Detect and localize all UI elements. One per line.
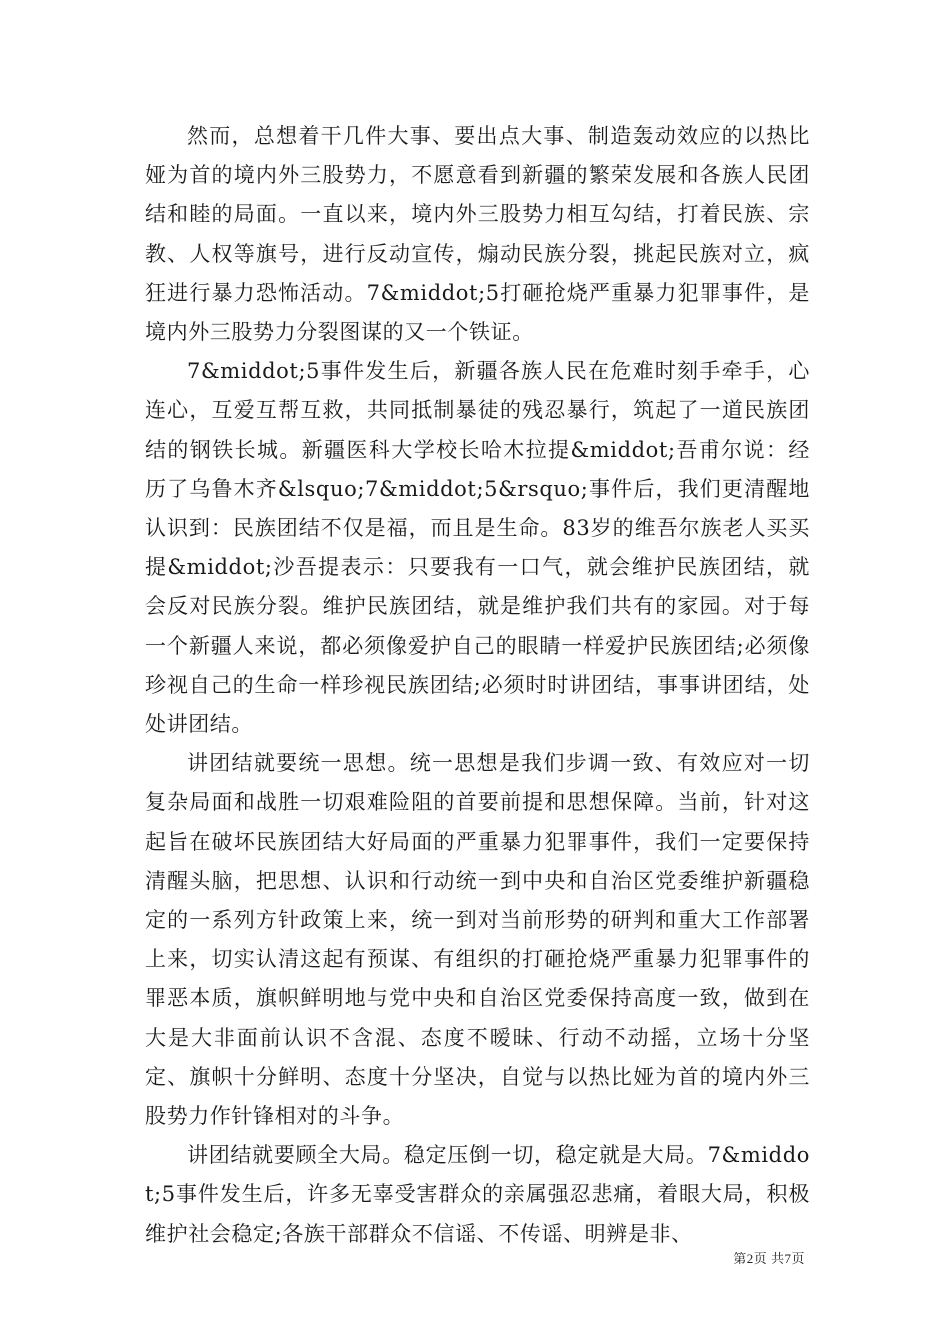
paragraph-1: 然而，总想着干几件大事、要出点大事、制造轰动效应的以热比娅为首的境内外三股势力，不愿意看到新疆的繁荣发展和各族人民团结和睦的局面。一直以来，境内外三股势力相互勾结，打着民族、宗教、人权等旗号，进行反动宣传，煽动民族分裂，挑起民族对立，疯狂进行暴力恐怖活动。7&middot;5打砸抢烧严重暴力犯罪事件，是境内外三股势力分裂图谋的又一个铁证。 [145, 124, 810, 345]
paragraph-2: 7&middot;5事件发生后，新疆各族人民在危难时刻手牵手，心连心，互爱互帮互救，共同抵制暴徒的残忍暴行，筑起了一道民族团结的钢铁长城。新疆医科大学校长哈木拉提&middot;吾甫尔说：经历了乌鲁木齐&lsquo;7&middot;5&rsquo;事件后，我们更清醒地认识到：民族团结不仅是福，而且是生命。83岁的维吾尔族老人买买提&middot;沙吾提表示：只要我有一口气，就会维护民族团结，就会反对民族分裂。维护民族团结，就是维护我们共有的家园。对于每一个新疆人来说，都必须像爱护自己的眼睛一样爱护民族团结;必须像珍视自己的生命一样珍视民族团结;必须时时讲团结，事事讲团结，处处讲团结。 [145, 359, 810, 737]
page-number: 第2页 共7页 [733, 1251, 805, 1266]
paragraph-4: 讲团结就要顾全大局。稳定压倒一切，稳定就是大局。7&middot;5事件发生后，许多无辜受害群众的亲属强忍悲痛，着眼大局，积极维护社会稳定;各族干部群众不信谣、不传谣、明辨是非、 [145, 1143, 810, 1246]
paragraph-3: 讲团结就要统一思想。统一思想是我们步调一致、有效应对一切复杂局面和战胜一切艰难险阻的首要前提和思想保障。当前，针对这起旨在破坏民族团结大好局面的严重暴力犯罪事件，我们一定要保持清醒头脑，把思想、认识和行动统一到中央和自治区党委维护新疆稳定的一系列方针政策上来，统一到对当前形势的研判和重大工作部署上来，切实认清这起有预谋、有组织的打砸抢烧严重暴力犯罪事件的罪恶本质，旗帜鲜明地与党中央和自治区党委保持高度一致，做到在大是大非面前认识不含混、态度不暧昧、行动不动摇，立场十分坚定、旗帜十分鲜明、态度十分坚决，自觉与以热比娅为首的境内外三股势力作针锋相对的斗争。 [145, 751, 810, 1129]
article-body [145, 117, 810, 1254]
